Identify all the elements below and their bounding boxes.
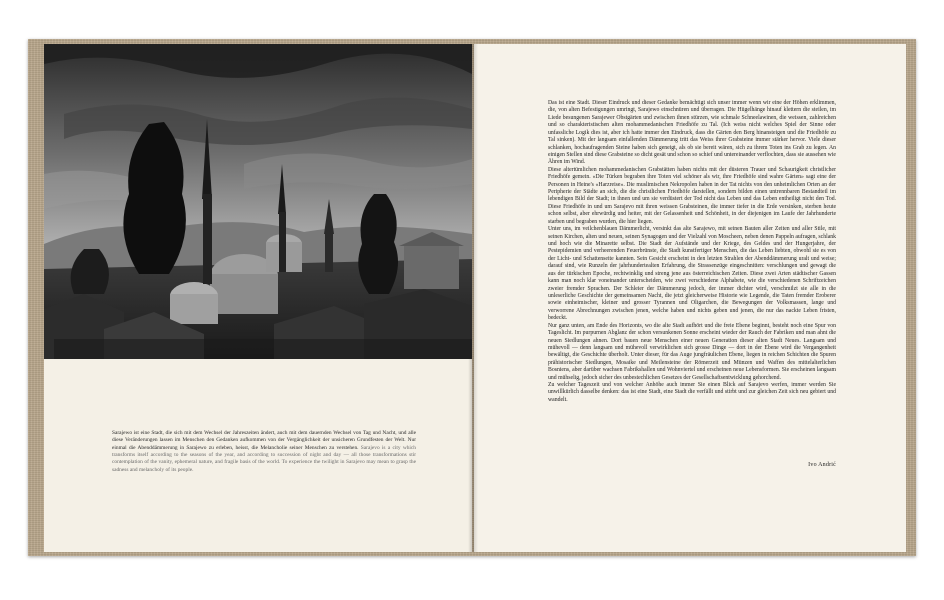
- essay-paragraph-3: Unter uns, im veilchenblauen Dämmerlicht, versinkt das alte Sarajewo, mit seinen Bauten aller Zeiten und aller Stile, mit seinen Kirchen, alten und neuen, seinen Synagogen und der Vielzahl von Moscheen, neben denen Pappeln aufragen, schlank und hoch wie die Minarette selbst. Die Stadt der Aufstände und der Kriege, des Geldes und der Hungerjahre, der Pestepidemien und verheerenden Feuerbrünste, die Stadt kunstfertiger Menschen, die das Leben liebten, obwohl sie es von der Licht- und Schattenseite kannten. Sein Gesicht erscheint in den letzten Strahlen der Abenddämmerung uralt und weise; darauf sind, wie Runzeln der jahrhundertealten Erfahrung, die Strassenzüge eingeschnitten: verschlungen und gewagt die aus der türkischen Epoche, rechtwinklig und streng jene aus österreichischen Zeiten. Diese zwei Arten städtischer Gassen kann man noch klar voneinander unterscheiden, wie zwei verschiedene Alphabete, wie die verschiedenen Schriftzeichen zweier fremder Sprachen. Der Schleier der Dämmerung jedoch, der immer dichter wird, verschmilzt sie alle in die unleserliche Geschichte der gemeinsamen Nacht, die jetzt gleicherweise Historie wie Legende, die Taten fremder Eroberer sowie einheimischer, kleiner und grosser Tyrannen und Oligarchen, die Bewegungen der Volksmassen, lange und verworrene Abrechnungen zwischen jenen, welche haben und nichts geben und jenen, die nur das nackte Leben fristen, bedeckt.: [548, 226, 836, 322]
- essay-paragraph-1: Das ist eine Stadt. Dieser Eindruck und dieser Gedanke bemächtigt sich unser immer wenn wir eine der Höhen erklimmen, die, von alten Befestigungen umringt, Sarajewo einschnüren und überragen. Die Hügelhänge hinauf klettern die steilen, im Liede besungenen Sarajewer Obstgärten und zwischen ihnen stürzen, wie schmale Schneelawinen, die weissen, zahlreichen und so charakteristischen alten mohammedanischen Friedhöfe zu Tal. (Ich weiss nicht welches Spiel der Sinne oder unfassliche Logik dies ist, aber ich hatte immer den Eindruck, dass die Gärten den Berg hinansteigen und die Friedhöfe zu Tal sinken). Mit der langsam einfallenden Dämmerung tritt das Weiss ihrer Grabsteine immer stärker hervor. Viele dieser schlanken, hochaufragenden Steine haben sich geneigt, als ob sie bereit wären, sich zu ihrem Toten ins Grab zu legen. An einigen Stellen sind diese Grabsteine so dicht gesät und schon so schief und untereinander verflochten, dass sie aussehen wie Ähren im Wind.: [548, 100, 836, 166]
- sarajevo-photograph: [44, 44, 472, 359]
- essay-text: [548, 100, 836, 404]
- photo-caption: [112, 430, 416, 474]
- essay-paragraph-5: Zu welcher Tageszeit und von welcher Anhöhe auch immer Sie einen Blick auf Sarajevo werfen, immer werden Sie unwillkürlich dasselbe denken: das ist eine Stadt, eine Stadt die verfällt und stirbt und zur gleichen Zeit sich neu gebiert und wandelt.: [548, 382, 836, 403]
- caption-english: Sarajevo is a city which transforms itself according to the seasons of the year, and according to succession of night and day — all those transformations stir contemplation of the vanity, ephemeral nature, and fragile basis of the world. To experience the twilight in Sarajevo may mean to grasp the sadness and melancholy of its people.: [112, 444, 416, 473]
- essay-author: Ivo Andrić: [808, 462, 836, 468]
- caption-german: Sarajewo ist eine Stadt, die sich mit dem Wechsel der Jahreszeiten ändert, auch mit dem dauernden Wechsel von Tag und Nacht, und alle diese Veränderungen lassen im Menschen den Gedanken aufkommen von der Vergänglichkeit der unsicheren Grundfesten der Welt. Nur einmal die Abenddämmerung in Sarajewo zu erleben, heisst, die Melancholie seiner Menschen zu verstehen.: [112, 430, 416, 451]
- essay-paragraph-2: Diese altertümlichen mohammedanischen Grabstätten haben nichts mit der düsteren Trauer und Schaurigkeit christlicher Friedhöfe gemein. «Die Türken begraben ihre Toten viel schöner als wir, ihre Friedhöfe sind wahre Gärten» sagt eine der Personen in Heine's «Harzreise». Die muslimischen Nekropolen haben in der Tat nichts von den unheimlichen Orten an der Peripherie der Städte an sich, die die christlichen Friedhöfe darstellen, sondern bilden einen untrennbaren Bestandteil im lebendigen Bild der Stadt; in ihnen und um sie verdüstert der Tod nicht das Leben und das Leben entheiligt nicht den Tod. Diese Friedhöfe in und um Sarajevo mit ihren weissen Grabsteinen, die immer tiefer in die Erde versinken, sterben heute schon selbst, aber ehrwürdig und heiter, mit der Gelassenheit und Schönheit, in der diejenigen im Laufe der Jahrhunderte starben und begraben wurden, die hier liegen.: [548, 166, 836, 225]
- essay-paragraph-4: Nur ganz unten, am Ende des Horizonts, wo die alte Stadt aufhört und die freie Ebene beginnt, besteht noch eine Spur von Tageslicht. Im purpurnen Abglanz der schon versunkenen Sonne erscheint wieder der Rauch der Fabriken und man ahnt die neuen Siedlungen ahnen. Dort bauen neue Menschen einer neuen Generation dieser alten Stadt Neues. Langsam und mühevoll — denn langsam und mühevoll verwirklichen sich grosse Dinge — dort in der Ebene wird die Vergangenheit bewältigt, die Geschichte überholt. Unter dieser, für das Auge jungfräulichen Ebene, liegen in reichen Schichten die Spuren prähistorischer Siedlungen, Mosaike und Meilensteine der Römerzeit und Münzen und Waffen des mittelalterlichen Bosniens, aber darüber wachsen Fabrikshallen und Wohnviertel und erscheinen neue Lebensformen. Sie erscheinen langsam und mühselig, jedoch sicher des unbestechlichen Gesetzes der Gesellschaftsentwicklung gehorchend.: [548, 322, 836, 381]
